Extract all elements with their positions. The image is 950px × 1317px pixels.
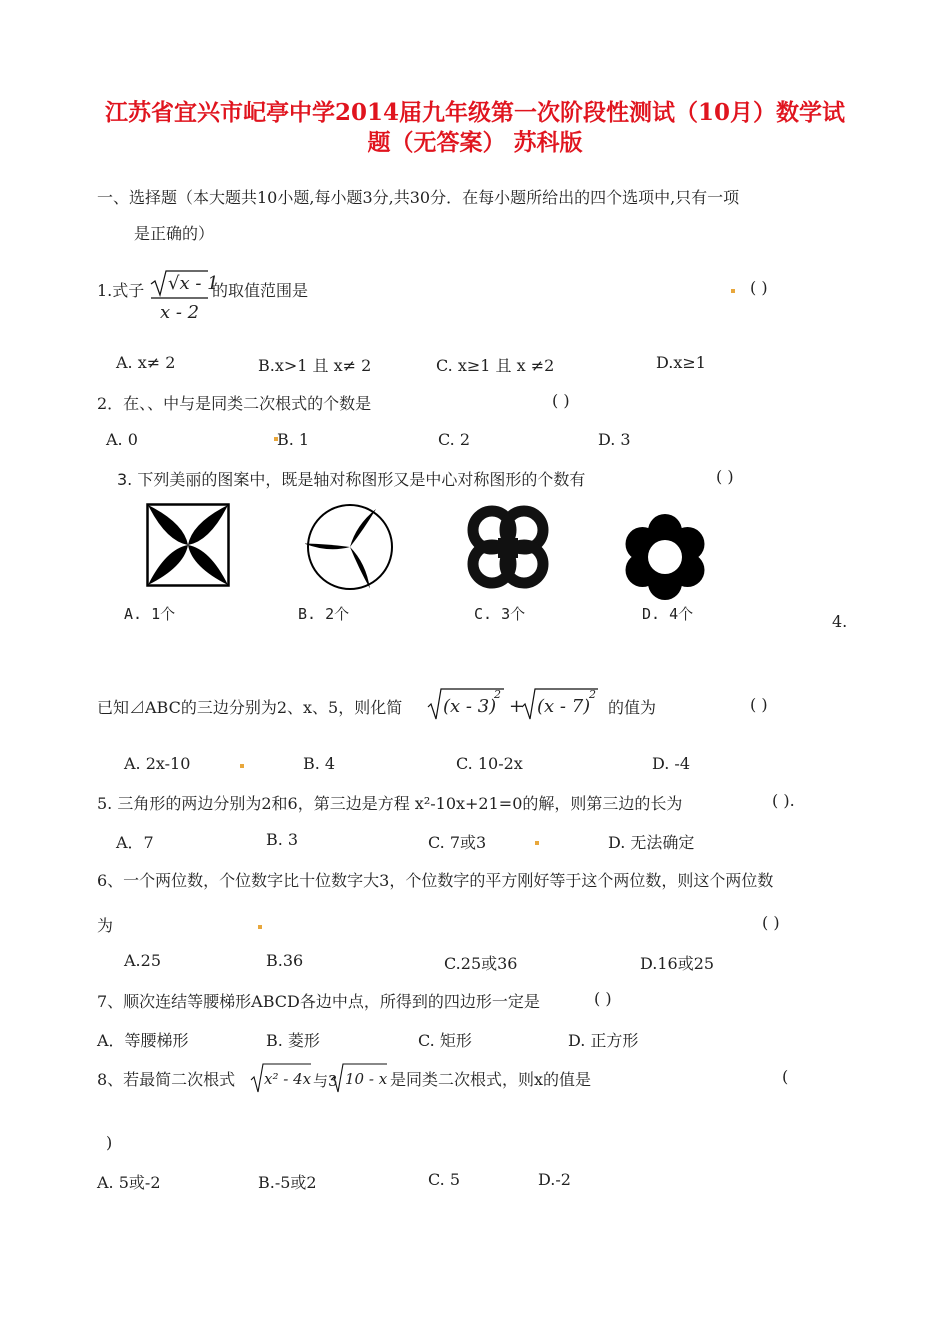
q4-expr-b: (x - 7) xyxy=(537,696,591,717)
q5-option-b: B. 3 xyxy=(266,830,299,849)
q1-prefix: 1.式子 xyxy=(97,281,145,300)
q4-suffix: 的值为 xyxy=(608,698,657,717)
q4-plus: + xyxy=(509,696,525,717)
q4-option-c: C. 10-2x xyxy=(456,754,523,773)
q3-answer-paren: ( ) xyxy=(716,467,734,486)
q2-answer-paren: ( ) xyxy=(552,391,570,410)
q2-option-a: A. 0 xyxy=(106,430,138,449)
q7-stem: 7、顺次连结等腰梯形ABCD各边中点，所得到的四边形一定是 xyxy=(97,992,540,1011)
q6-option-a: A.25 xyxy=(124,951,161,970)
q8-option-d: D.-2 xyxy=(538,1170,571,1189)
section-heading: 一、选择题（本大题共10小题,每小题3分,共30分．在每小题所给出的四个选项中,只有一项 xyxy=(97,188,740,207)
q2-option-d: D. 3 xyxy=(598,430,631,449)
q5-option-d: D. 无法确定 xyxy=(608,833,695,852)
q8-paren-close: ) xyxy=(106,1133,113,1152)
q6-stem-line2: 为 xyxy=(97,916,114,935)
q1-option-c: C. x≥1 且 x ≠2 xyxy=(436,356,555,375)
q1-numerator: √x - 1 xyxy=(168,273,219,294)
speck xyxy=(240,764,244,768)
q7-option-d: D. 正方形 xyxy=(568,1031,639,1050)
speck xyxy=(731,289,735,293)
q6-option-b: B.36 xyxy=(266,951,304,970)
q8-root2: 10 - x xyxy=(345,1070,388,1088)
q2-stem: 2．在、、中与是同类二次根式的个数是 xyxy=(97,394,372,413)
q1-suffix: 的取值范围是 xyxy=(212,281,309,300)
q4-number: 4. xyxy=(832,612,848,631)
q1-option-d: D.x≥1 xyxy=(656,353,706,372)
q3-stem: 3. 下列美丽的图案中，既是轴对称图形又是中心对称图形的个数有 xyxy=(117,470,586,489)
q8-mid: 与3 xyxy=(313,1072,338,1090)
q3-option-b: B. 2个 xyxy=(298,605,350,623)
q3-option-d: D. 4个 xyxy=(642,605,694,623)
q5-stem: 5. 三角形的两边分别为2和6，第三边是方程 x²-10x+21=0的解，则第三边的长为 xyxy=(97,794,683,813)
q4-exp-b: 2 xyxy=(589,688,596,701)
q3-option-a: A. 1个 xyxy=(124,605,176,623)
q8-option-c: C. 5 xyxy=(428,1170,461,1189)
q5-answer-paren: ( ). xyxy=(772,791,795,810)
q4-exp-a: 2 xyxy=(494,688,501,701)
q4-option-b: B. 4 xyxy=(303,754,336,773)
q1-option-a: A. x≠ 2 xyxy=(116,353,176,372)
speck xyxy=(535,841,539,845)
q2-option-c: C. 2 xyxy=(438,430,471,449)
section-heading-cont: 是正确的） xyxy=(134,224,215,243)
q1-denominator: x - 2 xyxy=(160,302,200,323)
speck xyxy=(258,925,262,929)
q5-option-c: C. 7或3 xyxy=(428,833,487,852)
q4-expr-a: (x - 3) xyxy=(443,696,497,717)
q1-option-b: B.x>1 且 x≠ 2 xyxy=(258,356,372,375)
figure-d-flower xyxy=(620,512,710,602)
document-title-line1: 江苏省宜兴市屺亭中学2014届九年级第一次阶段性测试（10月）数学试 xyxy=(104,99,846,126)
q5-option-a: A．7 xyxy=(116,833,154,852)
q7-option-a: A．等腰梯形 xyxy=(97,1031,189,1050)
q8-suffix: 是同类二次根式，则x的值是 xyxy=(390,1070,592,1089)
q8-prefix: 8、若最简二次根式 xyxy=(97,1070,236,1089)
figure-c-interlocking-rings xyxy=(460,500,556,596)
figure-b-circle-blades xyxy=(305,502,395,592)
q7-option-c: C. 矩形 xyxy=(418,1031,472,1050)
q6-option-c: C.25或36 xyxy=(444,954,518,973)
q2-option-b: B. 1 xyxy=(277,430,310,449)
q8-root1: x² - 4x xyxy=(264,1070,312,1088)
q7-option-b: B. 菱形 xyxy=(266,1031,320,1050)
q6-option-d: D.16或25 xyxy=(640,954,715,973)
q4-option-d: D. -4 xyxy=(652,754,691,773)
q8-paren-open: ( xyxy=(782,1067,789,1086)
q6-answer-paren: ( ) xyxy=(762,913,780,932)
q3-option-c: C. 3个 xyxy=(474,605,526,623)
q6-stem-line1: 6、一个两位数，个位数字比十位数字大3，个位数字的平方刚好等于这个两位数，则这个两位数 xyxy=(97,871,774,890)
figure-a-square-petals xyxy=(146,503,230,587)
q4-answer-paren: ( ) xyxy=(750,695,768,714)
q8-option-b: B.-5或2 xyxy=(258,1173,317,1192)
q4-option-a: A. 2x-10 xyxy=(124,754,191,773)
q8-option-a: A. 5或-2 xyxy=(97,1173,161,1192)
document-title-line2: 题（无答案） 苏科版 xyxy=(367,129,583,156)
q4-prefix: 已知⊿ABC的三边分别为2、x、5，则化简 xyxy=(97,698,403,717)
q1-answer-paren: ( ) xyxy=(750,278,768,297)
q7-answer-paren: ( ) xyxy=(594,989,612,1008)
